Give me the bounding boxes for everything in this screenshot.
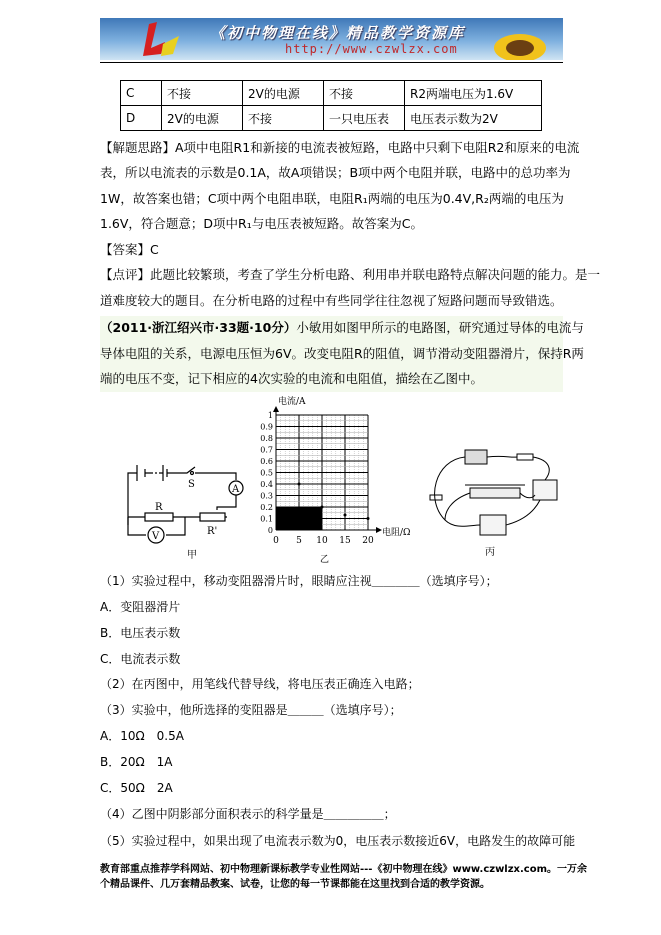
question-2: （2）在丙图中，用笔线代替导线，将电压表正确连入电路； [100,677,420,691]
table-row [121,106,542,131]
footer-line: 个精品课件、几万套精品教案、试卷，让您的每一节课都能在这里找到合适的教学资源。 [100,879,490,890]
y-tick-label: 0.3 [260,491,273,501]
table-cell: 一只电压表 [324,106,405,131]
y-tick-label: 0 [267,526,273,535]
y-tick-label: 1 [267,411,273,420]
y-tick-label: 0.7 [260,445,273,455]
option-3a: A．10Ω 0.5A [100,729,184,743]
y-tick-label: 0.2 [260,503,273,512]
x-tick-label: 0 [273,536,279,546]
comment-line: 道难度较大的题目。在分析电路的过程中有些同学往往忽视了短路问题而导致错选。 [100,293,563,308]
problem-line [100,320,584,336]
analysis-line: 1W，故答案也错；C项中两个电阻串联，电阻R₁两端的电压为0.4V,R₂两端的电压为 [100,191,564,206]
answer-line: 【答案】C [100,242,159,257]
data-point [344,514,347,517]
data-point [367,517,370,520]
table-cell: 不接 [243,106,324,131]
y-axis-label: 电流/A [278,397,306,407]
option-1c: C．电流表示数 [100,652,181,666]
y-tick-label: 0.8 [260,434,273,443]
x-tick-label: 5 [296,536,302,546]
analysis-line: 1.6V，符合题意；D项中R₁与电压表被短路。故答案为C。 [100,216,423,231]
option-3c: C．50Ω 2A [100,781,173,795]
resistor-label: R [155,502,163,513]
analysis-line: 【解题思路】A项中电阻R1和新接的电流表被短路，电路中只剩下电阻R2和原来的电流 [100,140,580,155]
circuit-diagram-jia [115,395,250,565]
problem-source: （2011·浙江绍兴市·33题·10分） [100,320,297,335]
current-resistance-chart [250,392,422,567]
question-3: （3）实验中，他所选择的变阻器是＿＿＿（选填序号）； [100,703,402,717]
option-3b: B．20Ω 1A [100,755,173,769]
option-1a: A．变阻器滑片 [100,600,181,614]
figure-label-jia: 甲 [187,550,197,561]
problem-line: 导体电阻的关系，电源电压恒为6V。改变电阻R的阻值，调节滑动变阻器滑片，保持R两 [100,346,584,361]
footer-line: 教育部重点推荐学科网站、初中物理新课标教学专业性网站---《初中物理在线》www.czwlzx.com。一万余 [100,864,588,875]
problem-line: 端的电压不变，记下相应的4次实验的电流和电阻值，描绘在乙图中。 [100,371,483,386]
table-cell: 不接 [162,81,243,106]
header-divider [100,62,563,63]
table-cell: C [121,81,162,106]
comment-line: 【点评】此题比较繁琐，考查了学生分析电路、利用串并联电路特点解决问题的能力。是一 [100,267,601,282]
table-cell: 电压表示数为2V [405,106,542,131]
banner-title: 《初中物理在线》精品教学资源库 [210,24,466,42]
question-1: （1）实验过程中，移动变阻器滑片时，眼睛应注视＿＿＿＿（选填序号）； [100,574,498,588]
x-axis-label: 电阻/Ω [382,528,411,538]
switch-label: S [188,479,195,490]
table-cell: 不接 [324,81,405,106]
x-tick-label: 15 [339,536,351,546]
ammeter-label: A [232,484,240,495]
y-tick-label: 0.1 [260,514,273,524]
y-tick-label: 0.5 [260,468,273,478]
shaded-area [276,507,322,530]
y-tick-label: 0.9 [260,422,273,432]
rheostat-label: R' [207,526,218,537]
circuit-table [120,80,542,131]
table-row [121,81,542,106]
y-tick-label: 0.4 [260,480,273,489]
table-cell: D [121,106,162,131]
x-tick-label: 20 [362,536,374,546]
data-point [298,483,301,486]
figure-label-yi: 乙 [320,555,330,565]
voltmeter-label: V [152,531,160,542]
option-1b: B．电压表示数 [100,626,181,640]
header-banner [100,18,563,60]
y-tick-label: 0.6 [260,457,273,466]
analysis-line: 表，所以电流表的示数是0.1A，故A项错误；B项中两个电阻并联，电路中的总功率为 [100,165,571,180]
logo-icon [135,18,195,60]
x-tick-label: 10 [316,536,328,546]
banner-url[interactable]: http://www.czwlzx.com [285,42,458,56]
table-cell: R2两端电压为1.6V [405,81,542,106]
sunflower-icon [490,18,550,60]
physical-circuit-bing [425,440,565,560]
question-4: （4）乙图中阴影部分面积表示的科学量是＿＿＿＿＿； [100,807,396,821]
table-cell: 2V的电源 [162,106,243,131]
data-point [321,506,324,509]
table-cell: 2V的电源 [243,81,324,106]
question-5: （5）实验过程中，如果出现了电流表示数为0，电压表示数接近6V，电路发生的故障可能 [100,834,576,848]
figure-label-bing: 丙 [485,547,495,558]
problem-text: 小敏用如图甲所示的电路图，研究通过导体的电流与 [296,320,584,335]
